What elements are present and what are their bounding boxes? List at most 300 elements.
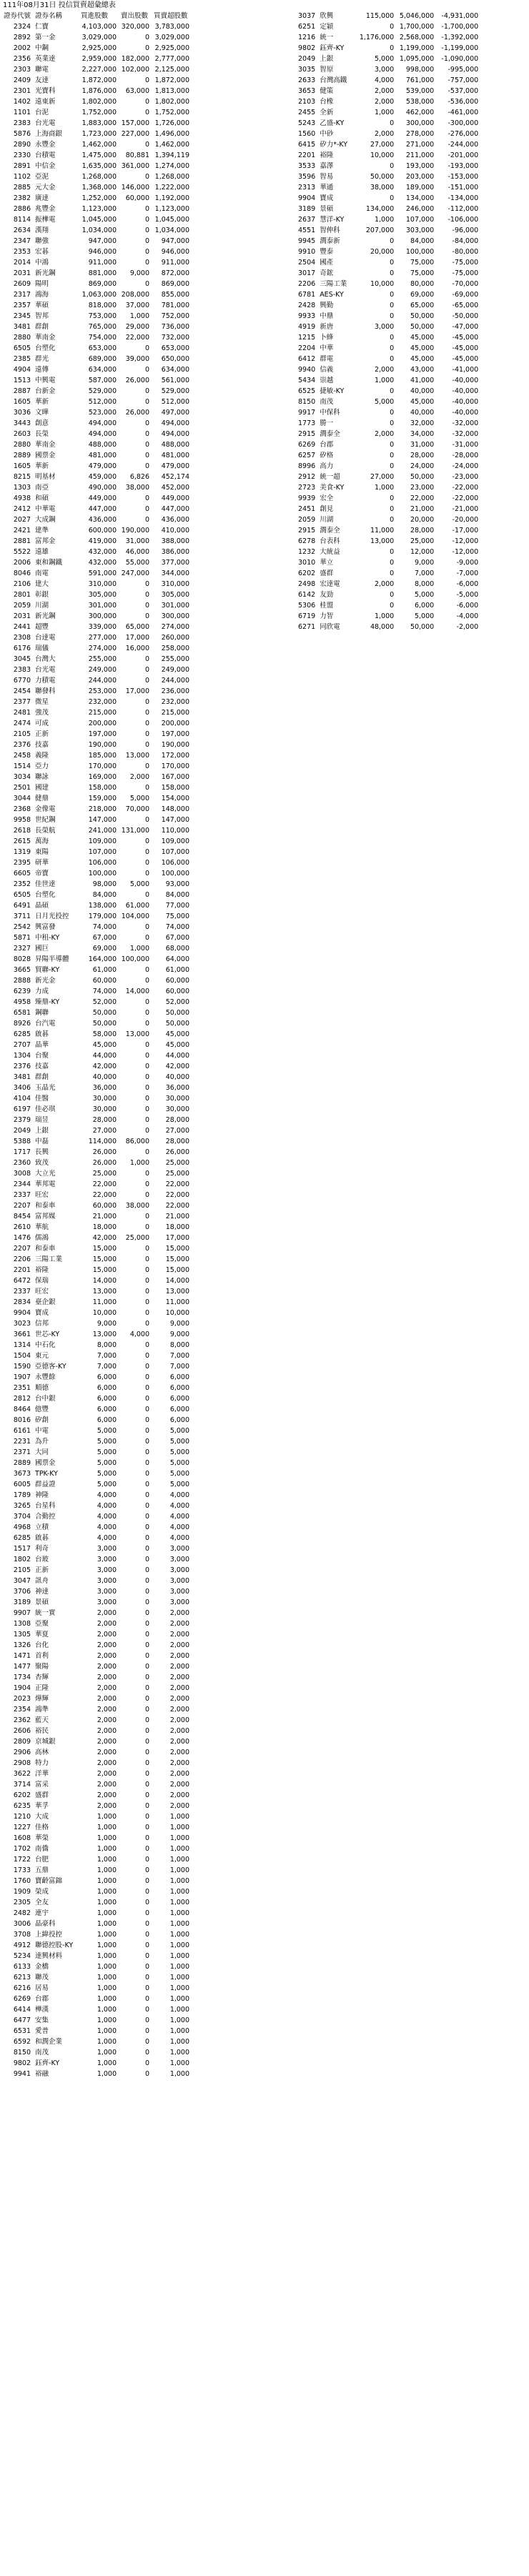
sell-shares-cell: 17,000 — [125, 634, 150, 642]
net-shares-cell: 410,000 — [161, 527, 190, 534]
net-shares-cell: 60,000 — [165, 977, 190, 985]
net-shares-cell: 232,000 — [161, 698, 190, 706]
buy-shares-cell: 3,000 — [97, 1545, 117, 1553]
sell-shares-cell: 5,000 — [129, 880, 150, 888]
net-shares-cell: 74,000 — [165, 923, 190, 931]
net-buy-row — [1, 1286, 192, 1297]
buy-shares-cell: 1,000 — [374, 109, 395, 116]
buy-shares-cell: 653,000 — [88, 344, 117, 352]
net-buy-row — [1, 1994, 192, 2004]
security-name-cell: 樺漢 — [35, 2006, 49, 2014]
net-buy-row — [1, 1361, 192, 1372]
net-buy-row — [1, 493, 192, 504]
security-name-cell: 杏輝 — [35, 1674, 49, 1681]
header-sell-shares: 賣出股數 — [121, 12, 149, 20]
security-name-cell: 奇鋐 — [320, 269, 334, 277]
net-buy-row — [1, 1865, 192, 1876]
net-buy-row — [1, 868, 192, 879]
security-code-cell: 2023 — [13, 1695, 31, 1703]
net-buy-row — [1, 472, 192, 482]
security-name-cell: 中電 — [35, 1427, 49, 1435]
net-buy-row — [1, 1694, 192, 1704]
buy-shares-cell: 42,000 — [92, 1063, 117, 1070]
buy-shares-cell: 1,000 — [97, 2059, 117, 2067]
buy-shares-cell: 5,000 — [97, 1459, 117, 1467]
security-name-cell: 文曄 — [35, 409, 49, 417]
net-shares-cell: 3,000 — [169, 1588, 190, 1596]
security-code-cell: 2385 — [13, 355, 31, 363]
security-name-cell: 華南金 — [35, 334, 56, 342]
buy-shares-cell: 7,000 — [97, 1352, 117, 1360]
sell-shares-cell: 38,000 — [125, 484, 150, 492]
net-shares-cell: 2,000 — [169, 1716, 190, 1724]
sell-shares-cell: 539,000 — [405, 87, 435, 95]
net-shares-cell: 1,192,000 — [154, 194, 190, 202]
net-shares-cell: 449,000 — [161, 494, 190, 502]
net-shares-cell: -22,000 — [452, 494, 479, 502]
net-buy-row — [1, 1318, 192, 1329]
security-name-cell: 和碩 — [35, 494, 49, 502]
sell-shares-cell: 0 — [144, 1888, 150, 1896]
net-shares-cell: 6,000 — [169, 1373, 190, 1381]
net-sell-row — [296, 590, 480, 600]
security-name-cell: 鴻準 — [35, 1706, 49, 1714]
net-shares-cell: 106,000 — [161, 859, 190, 867]
security-name-cell: 和泰車 — [35, 1245, 56, 1253]
net-buy-row — [1, 1458, 192, 1468]
net-shares-cell: 1,274,000 — [154, 162, 190, 170]
buy-shares-cell: 0 — [390, 44, 395, 52]
net-shares-cell: 2,000 — [169, 1738, 190, 1746]
net-sell-row — [296, 536, 480, 547]
buy-shares-cell: 1,268,000 — [81, 173, 117, 181]
net-shares-cell: 5,000 — [169, 1470, 190, 1478]
sell-shares-cell: 75,000 — [410, 269, 435, 277]
security-code-cell: 1722 — [13, 1856, 31, 1864]
buy-shares-cell: 27,000 — [370, 141, 395, 149]
sell-shares-cell: 0 — [144, 1395, 150, 1403]
sell-shares-cell: 0 — [144, 1663, 150, 1671]
buy-shares-cell: 60,000 — [92, 1202, 117, 1210]
sell-shares-cell: 20,000 — [410, 516, 435, 524]
security-name-cell: 群電 — [320, 355, 334, 363]
security-code-cell: 2881 — [13, 537, 31, 545]
net-buy-row — [1, 1736, 192, 1747]
net-buy-rows — [1, 21, 192, 2079]
net-shares-cell: 1,000 — [169, 1834, 190, 1842]
security-code-cell: 6477 — [13, 2016, 31, 2024]
sell-shares-cell: 34,000 — [410, 430, 435, 438]
net-buy-row — [1, 1190, 192, 1200]
net-shares-cell: -84,000 — [452, 237, 479, 245]
buy-shares-cell: 1,000 — [97, 2016, 117, 2024]
security-code-cell: 3622 — [13, 1770, 31, 1778]
net-buy-row — [1, 139, 192, 150]
buy-shares-cell: 26,000 — [92, 1148, 117, 1156]
net-shares-cell: -12,000 — [452, 537, 479, 545]
net-shares-cell: 22,000 — [165, 1202, 190, 1210]
sell-shares-cell: 0 — [144, 109, 150, 116]
sell-shares-cell: 70,000 — [125, 805, 150, 813]
security-name-cell: 川湖 — [320, 516, 334, 524]
net-sell-row — [296, 461, 480, 472]
net-sell-row — [296, 397, 480, 407]
sell-shares-cell: 0 — [144, 1266, 150, 1274]
sell-shares-cell: 0 — [144, 1406, 150, 1413]
security-code-cell: 6719 — [298, 612, 316, 620]
net-shares-cell: 736,000 — [161, 323, 190, 331]
net-buy-row — [1, 825, 192, 836]
net-buy-row — [1, 1372, 192, 1383]
net-shares-cell: -276,000 — [448, 130, 479, 138]
buy-shares-cell: 4,000 — [374, 76, 395, 84]
sell-shares-cell: 0 — [144, 1481, 150, 1488]
buy-shares-cell: 40,000 — [92, 1073, 117, 1081]
buy-shares-cell: 1,000 — [97, 1963, 117, 1971]
security-code-cell: 6770 — [13, 677, 31, 685]
security-code-cell: 6491 — [13, 902, 31, 910]
buy-shares-cell: 0 — [390, 387, 395, 395]
sell-shares-cell: 0 — [144, 1631, 150, 1638]
security-code-cell: 2002 — [13, 44, 31, 52]
net-shares-cell: 75,000 — [165, 912, 190, 920]
net-buy-row — [1, 1940, 192, 1951]
net-buy-row — [1, 1661, 192, 1672]
net-sell-row — [296, 257, 480, 268]
security-code-cell: 2915 — [298, 527, 316, 534]
security-code-cell: 2618 — [13, 827, 31, 835]
net-shares-cell: 1,000 — [169, 2049, 190, 2057]
net-buy-row — [1, 1576, 192, 1586]
net-buy-row — [1, 611, 192, 622]
net-shares-cell: 855,000 — [161, 291, 190, 299]
security-code-cell: 1608 — [13, 1834, 31, 1842]
net-buy-row — [1, 1040, 192, 1050]
security-code-cell: 2889 — [13, 1459, 31, 1467]
security-code-cell: 2880 — [13, 441, 31, 449]
security-code-cell: 9941 — [13, 2070, 31, 2078]
sell-shares-cell: 104,000 — [121, 912, 150, 920]
security-code-cell: 2409 — [13, 76, 31, 84]
sell-shares-cell: 0 — [144, 1298, 150, 1306]
net-sell-row — [296, 204, 480, 214]
net-shares-cell: -45,000 — [452, 355, 479, 363]
security-code-cell: 2027 — [13, 516, 31, 524]
security-name-cell: 為升 — [35, 1438, 49, 1446]
net-sell-row — [296, 525, 480, 536]
sell-shares-cell: 0 — [144, 1952, 150, 1960]
buy-shares-cell: 488,000 — [88, 441, 117, 449]
sell-shares-cell: 5,046,000 — [399, 12, 435, 20]
net-buy-row — [1, 1961, 192, 1972]
buy-shares-cell: 74,000 — [92, 988, 117, 995]
sell-shares-cell: 0 — [144, 1770, 150, 1778]
buy-shares-cell: 1,000 — [97, 1974, 117, 1981]
security-code-cell: 8215 — [13, 473, 31, 481]
net-buy-row — [1, 1618, 192, 1629]
security-name-cell: 潤泰全 — [320, 430, 340, 438]
net-shares-cell: 1,000 — [169, 1845, 190, 1853]
security-code-cell: 2912 — [298, 473, 316, 481]
security-name-cell: 力智 — [320, 612, 334, 620]
buy-shares-cell: 1,000 — [374, 612, 395, 620]
sell-shares-cell: 0 — [144, 398, 150, 406]
buy-shares-cell: 634,000 — [88, 366, 117, 374]
buy-shares-cell: 28,000 — [92, 1116, 117, 1124]
security-code-cell: 2352 — [13, 880, 31, 888]
buy-shares-cell: 339,000 — [88, 623, 117, 631]
buy-shares-cell: 2,000 — [97, 1727, 117, 1735]
security-name-cell: 昇陽半導體 — [35, 955, 69, 963]
net-shares-cell: 5,000 — [169, 1438, 190, 1446]
security-code-cell: 2382 — [13, 194, 31, 202]
security-name-cell: 上銀 — [35, 1127, 49, 1135]
net-shares-cell: 872,000 — [161, 269, 190, 277]
net-buy-row — [1, 247, 192, 257]
security-name-cell: 寶齡富錦 — [35, 1877, 63, 1885]
net-shares-cell: -5,000 — [456, 591, 479, 599]
security-name-cell: 佳醫 — [35, 1095, 49, 1103]
sell-shares-cell: 361,000 — [121, 162, 150, 170]
security-name-cell: 上銀 — [320, 55, 334, 63]
security-name-cell: 統一超 — [320, 473, 340, 481]
buy-shares-cell: 107,000 — [88, 848, 117, 856]
security-code-cell: 3037 — [298, 12, 316, 20]
net-shares-cell: 8,000 — [169, 1341, 190, 1349]
net-buy-row — [1, 2058, 192, 2069]
sell-shares-cell: 227,000 — [121, 130, 150, 138]
net-shares-cell: 3,783,000 — [154, 23, 190, 31]
security-name-cell: 安集 — [35, 2016, 49, 2024]
sell-shares-cell: 0 — [144, 1620, 150, 1628]
net-shares-cell: -24,000 — [452, 462, 479, 470]
security-code-cell: 6472 — [13, 1277, 31, 1285]
net-shares-cell: 377,000 — [161, 559, 190, 567]
net-buy-row — [1, 2047, 192, 2058]
buy-shares-cell: 1,723,000 — [81, 130, 117, 138]
net-shares-cell: 452,000 — [161, 484, 190, 492]
net-buy-row — [1, 1136, 192, 1147]
buy-shares-cell: 753,000 — [88, 312, 117, 320]
net-shares-cell: 1,000 — [169, 2038, 190, 2046]
buy-shares-cell: 2,000 — [97, 1684, 117, 1692]
net-buy-row — [1, 665, 192, 675]
sell-shares-cell: 0 — [144, 280, 150, 288]
security-name-cell: 定穎 — [320, 23, 334, 31]
buy-shares-cell: 3,000 — [97, 1556, 117, 1563]
buy-shares-cell: 158,000 — [88, 784, 117, 792]
buy-shares-cell: 11,000 — [92, 1298, 117, 1306]
security-name-cell: 愛普 — [35, 2027, 49, 2035]
security-code-cell: 2324 — [13, 23, 31, 31]
buy-shares-cell: 200,000 — [88, 720, 117, 727]
security-name-cell: 啟碁 — [35, 1030, 49, 1038]
security-code-cell: 6414 — [13, 2006, 31, 2014]
security-name-cell: 華通 — [320, 184, 334, 192]
net-buy-row — [1, 1844, 192, 1854]
security-name-cell: 遠東新 — [35, 98, 56, 106]
net-shares-cell: 3,000 — [169, 1566, 190, 1574]
net-shares-cell: 436,000 — [161, 516, 190, 524]
net-buy-row — [1, 64, 192, 75]
sell-shares-cell: 0 — [144, 741, 150, 749]
net-shares-cell: 732,000 — [161, 334, 190, 342]
security-name-cell: 彰銀 — [35, 591, 49, 599]
buy-shares-cell: 42,000 — [92, 1234, 117, 1242]
net-buy-row — [1, 1147, 192, 1158]
net-buy-row — [1, 890, 192, 900]
security-code-cell: 2707 — [13, 1041, 31, 1049]
net-shares-cell: 1,000 — [169, 2006, 190, 2014]
security-name-cell: 富采 — [35, 1781, 49, 1789]
buy-shares-cell: 61,000 — [92, 966, 117, 974]
net-shares-cell: 3,000 — [169, 1545, 190, 1553]
net-shares-cell: 1,802,000 — [154, 98, 190, 106]
sell-shares-cell: 0 — [144, 1020, 150, 1028]
security-code-cell: 3047 — [13, 1577, 31, 1585]
net-sell-row — [296, 11, 480, 21]
sell-shares-cell: 0 — [144, 1245, 150, 1253]
security-code-cell: 2455 — [298, 109, 316, 116]
sell-shares-cell: 538,000 — [405, 98, 435, 106]
security-name-cell: 寶成 — [320, 194, 334, 202]
security-name-cell: 啟碁 — [35, 1534, 49, 1542]
buy-shares-cell: 2,000 — [97, 1674, 117, 1681]
net-buy-row — [1, 1297, 192, 1308]
security-code-cell: 6269 — [13, 1995, 31, 2003]
net-sell-row — [296, 193, 480, 204]
net-sell-row — [296, 171, 480, 182]
security-code-cell: 2481 — [13, 709, 31, 717]
net-shares-cell: -75,000 — [452, 259, 479, 267]
buy-shares-cell: 249,000 — [88, 666, 117, 674]
security-name-cell: 陽明 — [35, 280, 49, 288]
security-name-cell: 台塑化 — [35, 344, 56, 352]
security-name-cell: 英業達 — [35, 55, 56, 63]
net-buy-row — [1, 654, 192, 665]
buy-shares-cell: 1,752,000 — [81, 109, 117, 116]
net-shares-cell: -40,000 — [452, 398, 479, 406]
net-sell-row — [296, 32, 480, 43]
security-code-cell: 1513 — [13, 377, 31, 384]
net-buy-row — [1, 1876, 192, 1886]
security-code-cell: 2891 — [13, 162, 31, 170]
net-buy-row — [1, 1254, 192, 1265]
security-name-cell: 中華 — [320, 344, 334, 352]
sell-shares-cell: 0 — [144, 1749, 150, 1756]
security-name-cell: 高力 — [320, 462, 334, 470]
net-shares-cell: 1,000 — [169, 2059, 190, 2067]
security-code-cell: 2892 — [13, 34, 31, 41]
security-name-cell: 台郡 — [320, 441, 334, 449]
security-code-cell: 3653 — [298, 87, 316, 95]
security-code-cell: 3673 — [13, 1470, 31, 1478]
net-shares-cell: 2,000 — [169, 1781, 190, 1789]
net-shares-cell: 4,000 — [169, 1491, 190, 1499]
sell-shares-cell: 61,000 — [125, 902, 150, 910]
security-code-cell: 2344 — [13, 1180, 31, 1188]
security-name-cell: 全新 — [320, 109, 334, 116]
buy-shares-cell: 2,000 — [374, 98, 395, 106]
security-name-cell: 三陽工業 — [35, 1255, 63, 1263]
net-shares-cell: 197,000 — [161, 730, 190, 738]
sell-shares-cell: 0 — [144, 1534, 150, 1542]
security-code-cell: 6235 — [13, 1802, 31, 1810]
net-shares-cell: 1,000 — [169, 1856, 190, 1864]
net-shares-cell: 447,000 — [161, 505, 190, 513]
net-buy-row — [1, 847, 192, 857]
net-shares-cell: 21,000 — [165, 1213, 190, 1220]
net-shares-cell: 1,000 — [169, 1877, 190, 1885]
sell-shares-cell: 300,000 — [405, 119, 435, 127]
net-buy-row — [1, 579, 192, 590]
net-shares-cell: 946,000 — [161, 248, 190, 256]
net-shares-cell: 25,000 — [165, 1159, 190, 1167]
sell-shares-cell: 247,000 — [121, 570, 150, 577]
security-code-cell: 3023 — [13, 1320, 31, 1328]
net-shares-cell: 13,000 — [165, 1288, 190, 1296]
security-name-cell: 世芯-KY — [35, 1331, 60, 1338]
security-code-cell: 2634 — [13, 227, 31, 234]
net-buy-row — [1, 482, 192, 493]
security-name-cell: 金橋 — [35, 1963, 49, 1971]
buy-shares-cell: 50,000 — [92, 1009, 117, 1017]
sell-shares-cell: 0 — [144, 1738, 150, 1746]
security-name-cell: 智伸科 — [320, 227, 340, 234]
net-shares-cell: 2,925,000 — [154, 44, 190, 52]
sell-shares-cell: 0 — [144, 76, 150, 84]
sell-shares-cell: 25,000 — [410, 537, 435, 545]
security-name-cell: 旺宏 — [35, 1191, 49, 1199]
net-shares-cell: -1,199,000 — [441, 44, 479, 52]
sell-shares-cell: 0 — [144, 516, 150, 524]
security-name-cell: 矽力*-KY — [320, 141, 348, 149]
sell-shares-cell: 80,000 — [410, 280, 435, 288]
net-shares-cell: 190,000 — [161, 741, 190, 749]
net-buy-row — [1, 429, 192, 439]
sell-shares-cell: 86,000 — [125, 1138, 150, 1145]
security-code-cell: 3035 — [298, 66, 316, 74]
buy-shares-cell: 2,227,000 — [81, 66, 117, 74]
sell-shares-cell: 100,000 — [121, 955, 150, 963]
net-shares-cell: 653,000 — [161, 344, 190, 352]
sell-shares-cell: 0 — [144, 205, 150, 213]
net-buy-row — [1, 1908, 192, 1919]
sell-shares-cell: 134,000 — [405, 194, 435, 202]
sell-shares-cell: 303,000 — [405, 227, 435, 234]
security-name-cell: 第一金 — [35, 34, 56, 41]
security-code-cell: 1560 — [298, 130, 316, 138]
security-code-cell: 8114 — [13, 216, 31, 224]
sell-shares-cell: 0 — [144, 1084, 150, 1092]
sell-shares-cell: 0 — [144, 2016, 150, 2024]
sell-shares-cell: 0 — [144, 1148, 150, 1156]
security-code-cell: 4904 — [13, 366, 31, 374]
sell-shares-cell: 0 — [144, 1974, 150, 1981]
net-shares-cell: -461,000 — [448, 109, 479, 116]
security-name-cell: 華邦電 — [35, 1180, 56, 1188]
buy-shares-cell: 305,000 — [88, 591, 117, 599]
buy-shares-cell: 0 — [390, 344, 395, 352]
net-shares-cell: 497,000 — [161, 409, 190, 417]
net-sell-row — [296, 236, 480, 247]
security-name-cell: 乙盛-KY — [320, 119, 345, 127]
security-code-cell: 6251 — [298, 23, 316, 31]
net-shares-cell: 2,000 — [169, 1770, 190, 1778]
buy-shares-cell: 3,000 — [374, 66, 395, 74]
buy-shares-cell: 2,000 — [97, 1791, 117, 1799]
buy-shares-cell: 170,000 — [88, 762, 117, 770]
